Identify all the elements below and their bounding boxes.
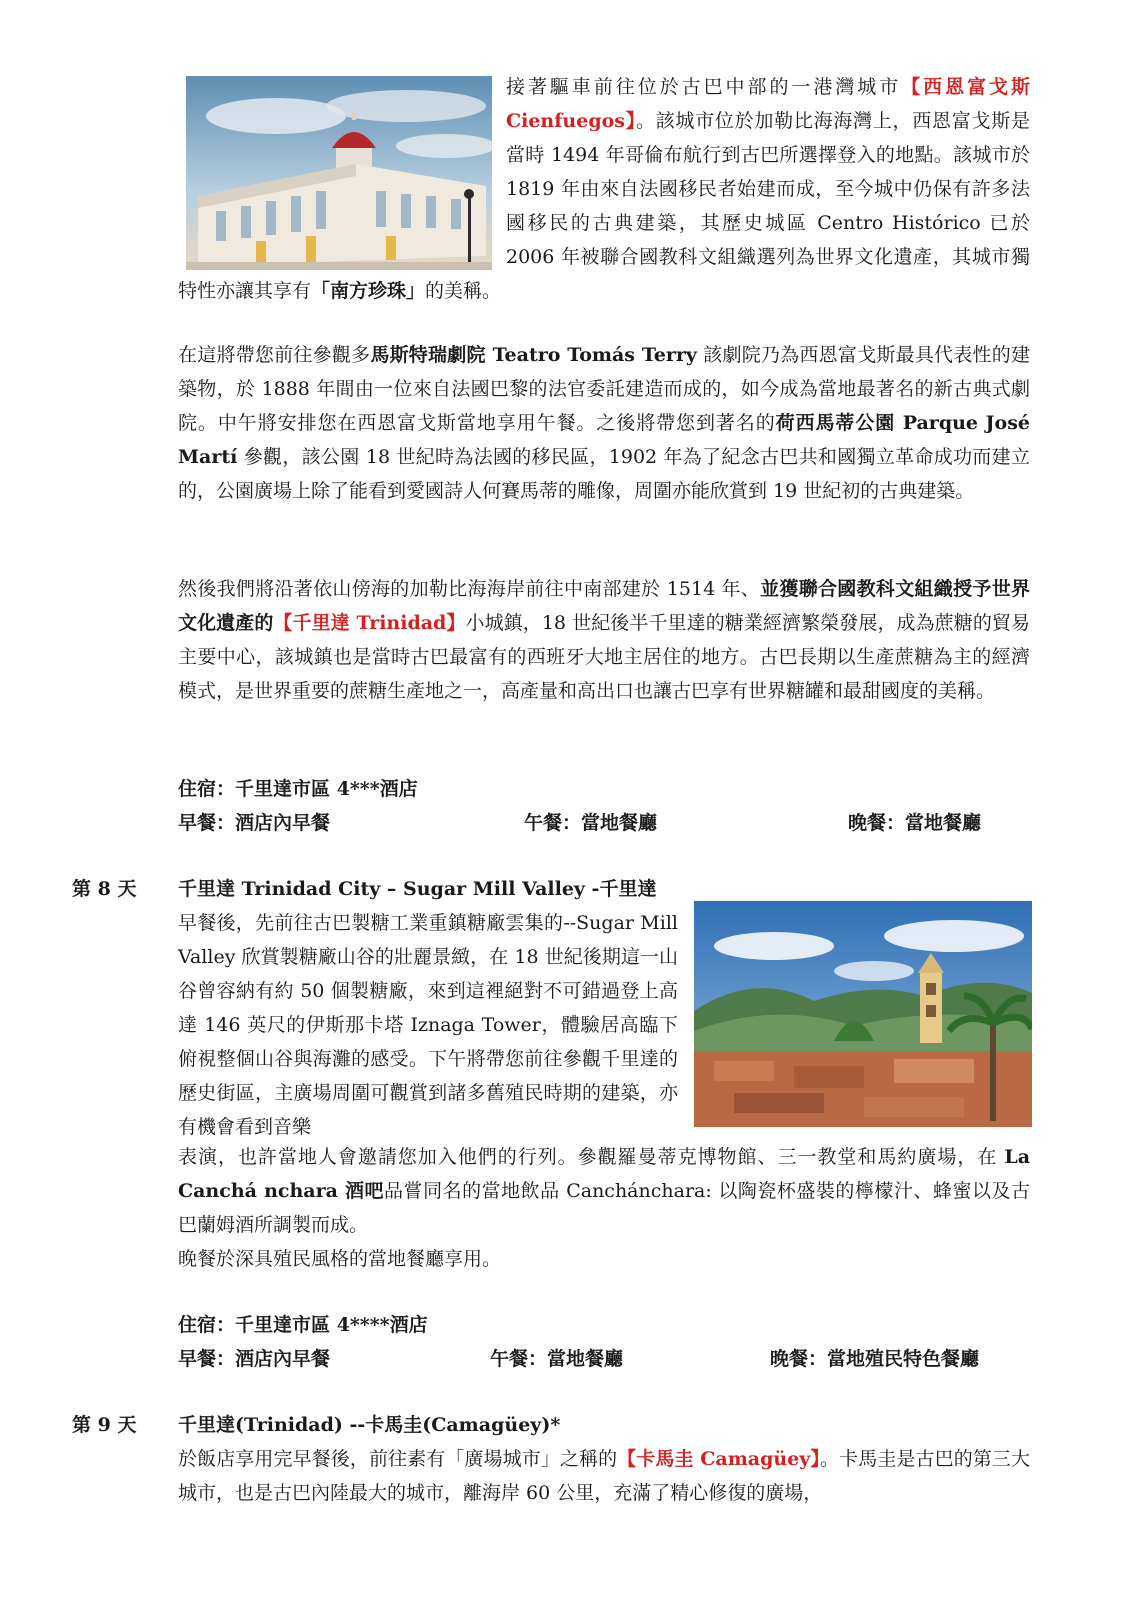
hotel-info-2: 住宿：千里達市區 4****酒店 [178,1314,428,1336]
city-name-camaguey: 【卡馬圭 Camagüey】 [617,1448,821,1470]
photo-wrap-spacer [178,70,506,274]
lunch-info-2: 午餐：當地餐廳 [490,1348,624,1370]
day-8-paragraph-wrapped: 早餐後，先前往古巴製糖工業重鎮糖廠雲集的--Sugar Mill Valley 欣賞製糖廠山谷的壯麗景緻，在 18 世紀後期這一山谷曾容納有約 50 個製糖廠，來到這裡絕對不可錯過登上高達 146 英尺的伊斯那卡塔 Iznaga Tower，體驗居高臨下俯視整個山谷與海灘的感受。下午將帶您前往參觀千里達的歷史街區，主廣場周圍可觀賞到諸多舊殖民時期的建築，亦有機會看到音樂 [178,906,1030,1144]
breakfast-info-1: 早餐：酒店內早餐 [178,812,331,834]
day-8-paragraph-full: 表演，也許當地人會邀請您加入他們的行列。參觀羅曼蒂克博物館、三一教堂和馬約廣場，在 La Canchá nchara 酒吧品嘗同名的當地飲品 Canchánchara: 以陶瓷杯盛裝的檸檬汁、蜂蜜以及古巴蘭姆酒所調製而成。 [178,1146,1030,1236]
bar-name: La Canchá nchara 酒吧 [178,1146,1030,1202]
city-name-trinidad: 【千里達 Trinidad】 [273,612,466,634]
theatre-name: 馬斯特瑞劇院 Teatro Tomás Terry [370,344,697,366]
day-8-dinner-note: 晚餐於深具殖民風格的當地餐廳享用。 [178,1248,502,1270]
dinner-info-2: 晚餐：當地殖民特色餐廳 [770,1348,980,1370]
day-8-label: 第 8 天 [72,878,137,900]
day-9-label: 第 9 天 [72,1414,137,1436]
photo-wrap-spacer-2 [678,906,1030,1138]
day-9-title: 千里達(Trinidad) --卡馬圭(Camagüey)* [178,1414,561,1436]
day-8-title: 千里達 Trinidad City – Sugar Mill Valley -千里達 [178,878,657,900]
theatre-paragraph: 在這將帶您前往參觀多馬斯特瑞劇院 Teatro Tomás Terry 該劇院乃為西恩富戈斯最具代表性的建築物，於 1888 年間由一位來自法國巴黎的法官委託建造而成的，如今成為當地最著名的新古典式劇院。中午將安排您在西恩富戈斯當地享用午餐。之後將帶您到著名的荷西馬蒂公園 Parque José Martí 參觀，該公園 18 世紀時為法國的移民區，1902 年為了紀念古巴共和國獨立革命成功而建立的，公園廣場上除了能看到愛國詩人何賽馬蒂的雕像，周圍亦能欣賞到 19 世紀初的古典建築。 [178,344,1030,502]
lunch-info-1: 午餐：當地餐廳 [524,812,658,834]
city-name-cienfuegos: 【西恩富戈斯 Cienfuegos】 [506,76,1030,132]
hotel-info-1: 住宿：千里達市區 4***酒店 [178,778,418,800]
dinner-info-1: 晚餐：當地餐廳 [848,812,982,834]
day-9-paragraph: 於飯店享用完早餐後，前往素有「廣場城市」之稱的【卡馬圭 Camagüey】。卡馬圭是古巴的第三大城市，也是古巴內陸最大的城市，離海岸 60 公里，充滿了精心修復的廣場， [178,1448,1030,1504]
breakfast-info-2: 早餐：酒店內早餐 [178,1348,331,1370]
nickname-pearl-of-south: 「南方珍珠」 [311,280,426,302]
trinidad-paragraph: 然後我們將沿著依山傍海的加勒比海海岸前往中南部建於 1514 年、並獲聯合國教科文組織授予世界文化遺產的【千里達 Trinidad】小城鎮，18 世紀後半千里達的糖業經濟繁榮發展，成為蔗糖的貿易主要中心，該城鎮也是當時古巴最富有的西班牙大地主居住的地方。古巴長期以生產蔗糖為主的經濟模式，是世界重要的蔗糖生產地之一，高產量和高出口也讓古巴享有世界糖罐和最甜國度的美稱。 [178,578,1031,702]
cienfuegos-paragraph-wrapped: 接著驅車前往位於古巴中部的一港灣城市【西恩富戈斯 Cienfuegos】。該城市位於加勒比海海灣上，西恩富戈斯是當時 1494 年哥倫布航行到古巴所選擇登入的地點。該城市於 1819 年由來自法國移民者始建而成，至今城中仍保有許多法國移民的古典建築，其歷史城區 Centro Histórico 已於 2006 年被聯合國教科文組織選列為世界文化遺產，其城市獨特性亦讓其享有「南方珍珠」的美稱。 [178,70,1030,308]
park-name: 荷西馬蒂公園 Parque José Martí [178,412,1030,468]
